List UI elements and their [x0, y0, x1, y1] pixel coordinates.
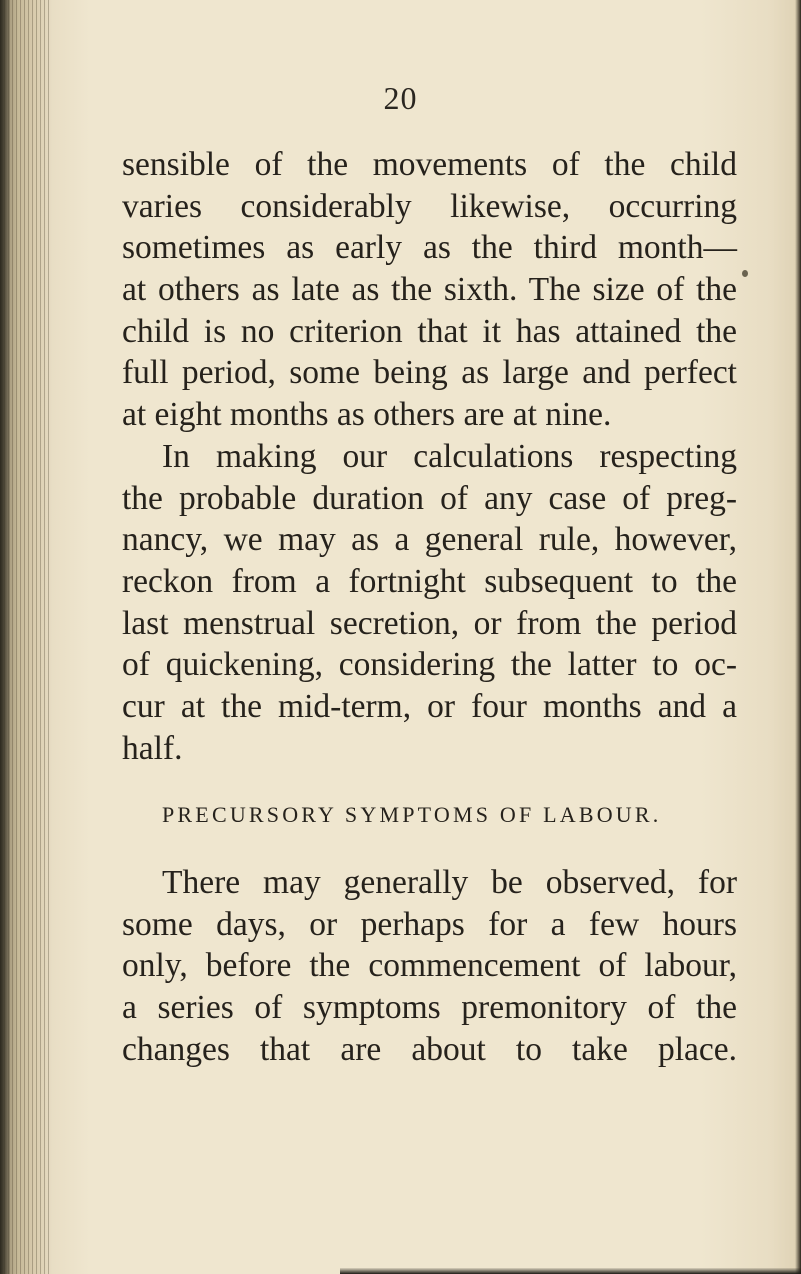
text-line: sensible of the movements of the child — [122, 146, 737, 183]
text-line: varies considerably likewise, occurring — [122, 187, 737, 225]
text-line: full period, some being as large and perfect — [122, 354, 737, 392]
text-line: some days, or perhaps for a few hours — [122, 905, 737, 943]
body-text-section — [122, 862, 737, 1070]
text-line: In making our calculations respecting — [162, 437, 737, 475]
text-line: of quickening, considering the latter to oc- — [122, 646, 737, 684]
binding-shadow — [0, 0, 10, 1274]
text-line: reckon from a fortnight subsequent to the — [122, 562, 737, 600]
page-right-edge — [795, 0, 801, 1274]
text-line: at eight months as others are at nine. — [122, 396, 612, 434]
text-line: sometimes as early as the third month— — [122, 229, 737, 267]
text-line: only, before the commencement of labour, — [122, 947, 737, 985]
text-line: at others as late as the sixth. The size of the — [122, 271, 737, 309]
text-line: the probable duration of any case of preg- — [122, 479, 737, 517]
paper-speck — [742, 270, 748, 277]
text-line: nancy, we may as a general rule, however, — [122, 521, 737, 559]
text-line: cur at the mid-term, or four months and a — [122, 687, 737, 725]
text-line: a series of symptoms premonitory of the — [122, 989, 737, 1027]
body-text — [122, 144, 737, 769]
text-line: changes that are about to take place. — [122, 1030, 737, 1068]
page-number: 20 — [383, 80, 418, 116]
text-line: There may generally be observed, for — [162, 864, 737, 901]
text-line: half. — [122, 729, 183, 767]
section-heading: PRECURSORY SYMPTOMS OF LABOUR. — [162, 802, 662, 827]
text-line: child is no criterion that it has attained the — [122, 312, 737, 350]
text-line: last menstrual secretion, or from the period — [122, 604, 737, 642]
page-bottom-edge — [340, 1268, 801, 1274]
